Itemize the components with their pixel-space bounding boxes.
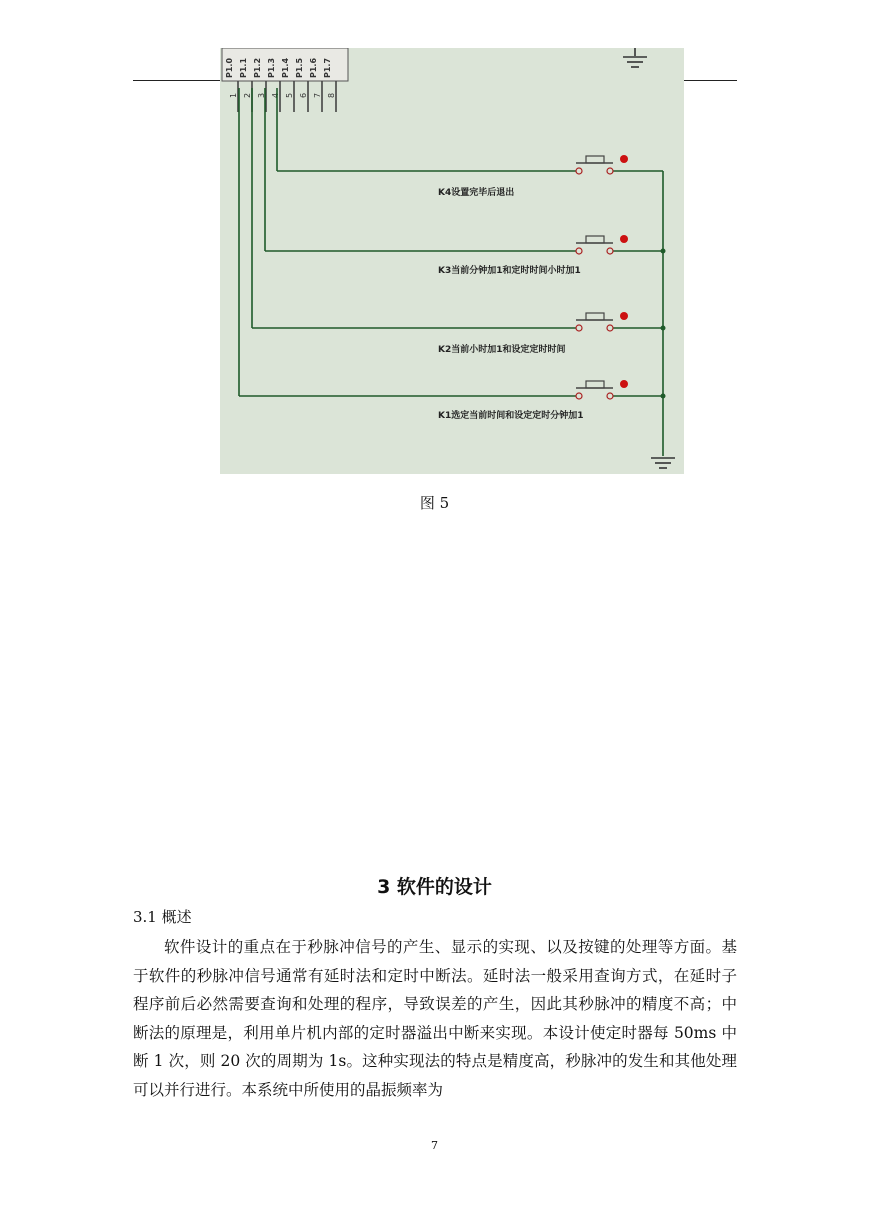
circuit-figure [220, 48, 684, 474]
subsection-heading: 3.1 概述 [133, 908, 192, 926]
pin-number: 5 [285, 92, 294, 98]
body-paragraph: 软件设计的重点在于秒脉冲信号的产生、显示的实现、以及按键的处理等方面。基于软件的秒脉冲信号通常有延时法和定时中断法。延时法一般采用查询方式，在延时子程序前后必然需要查询和处理的程序，导致误差的产生，因此其秒脉冲的精度不高；中断法的原理是，利用单片机内部的定时器溢出中断来实现。本设计使定时器每 50ms 中断 1 次，则 20 次的周期为 1s。这种实现法的特点是精度高，秒脉冲的发生和其他处理可以并行进行。本系统中所使用的晶振频率为 [133, 938, 737, 1099]
pin-label: P1.7 [323, 57, 332, 78]
header-rule-left [133, 80, 220, 81]
pin-label: P1.5 [295, 57, 304, 78]
button-label: K2当前小时加1和设定定时时间 [438, 345, 566, 355]
pin-label: P1.3 [267, 57, 276, 78]
button-label: K4设置完毕后退出 [438, 188, 515, 198]
section-title: 3 软件的设计 [377, 876, 492, 898]
circuit-diagram [220, 48, 684, 474]
page-number: 7 [431, 1139, 438, 1152]
pin-number: 3 [257, 92, 266, 98]
pin-number: 8 [327, 92, 336, 98]
button-indicator-dot [620, 312, 628, 320]
pin-label: P1.6 [309, 57, 318, 78]
button-indicator-dot [620, 380, 628, 388]
pin-number: 2 [243, 92, 252, 98]
button-label: K3当前分钟加1和定时时间小时加1 [438, 266, 581, 276]
button-indicator-dot [620, 155, 628, 163]
pin-number: 6 [299, 92, 308, 98]
button-indicator-dot [620, 235, 628, 243]
pin-label: P1.0 [225, 57, 234, 78]
pin-number: 7 [313, 92, 322, 98]
pin-number: 4 [271, 92, 280, 98]
button-label: K1选定当前时间和设定定时分钟加1 [438, 411, 584, 421]
pin-number: 1 [229, 92, 238, 98]
header-rule-right [684, 80, 737, 81]
pin-label: P1.1 [239, 57, 248, 78]
figure-caption: 图 5 [419, 494, 450, 512]
pin-label: P1.2 [253, 57, 262, 78]
pin-label: P1.4 [281, 57, 290, 78]
